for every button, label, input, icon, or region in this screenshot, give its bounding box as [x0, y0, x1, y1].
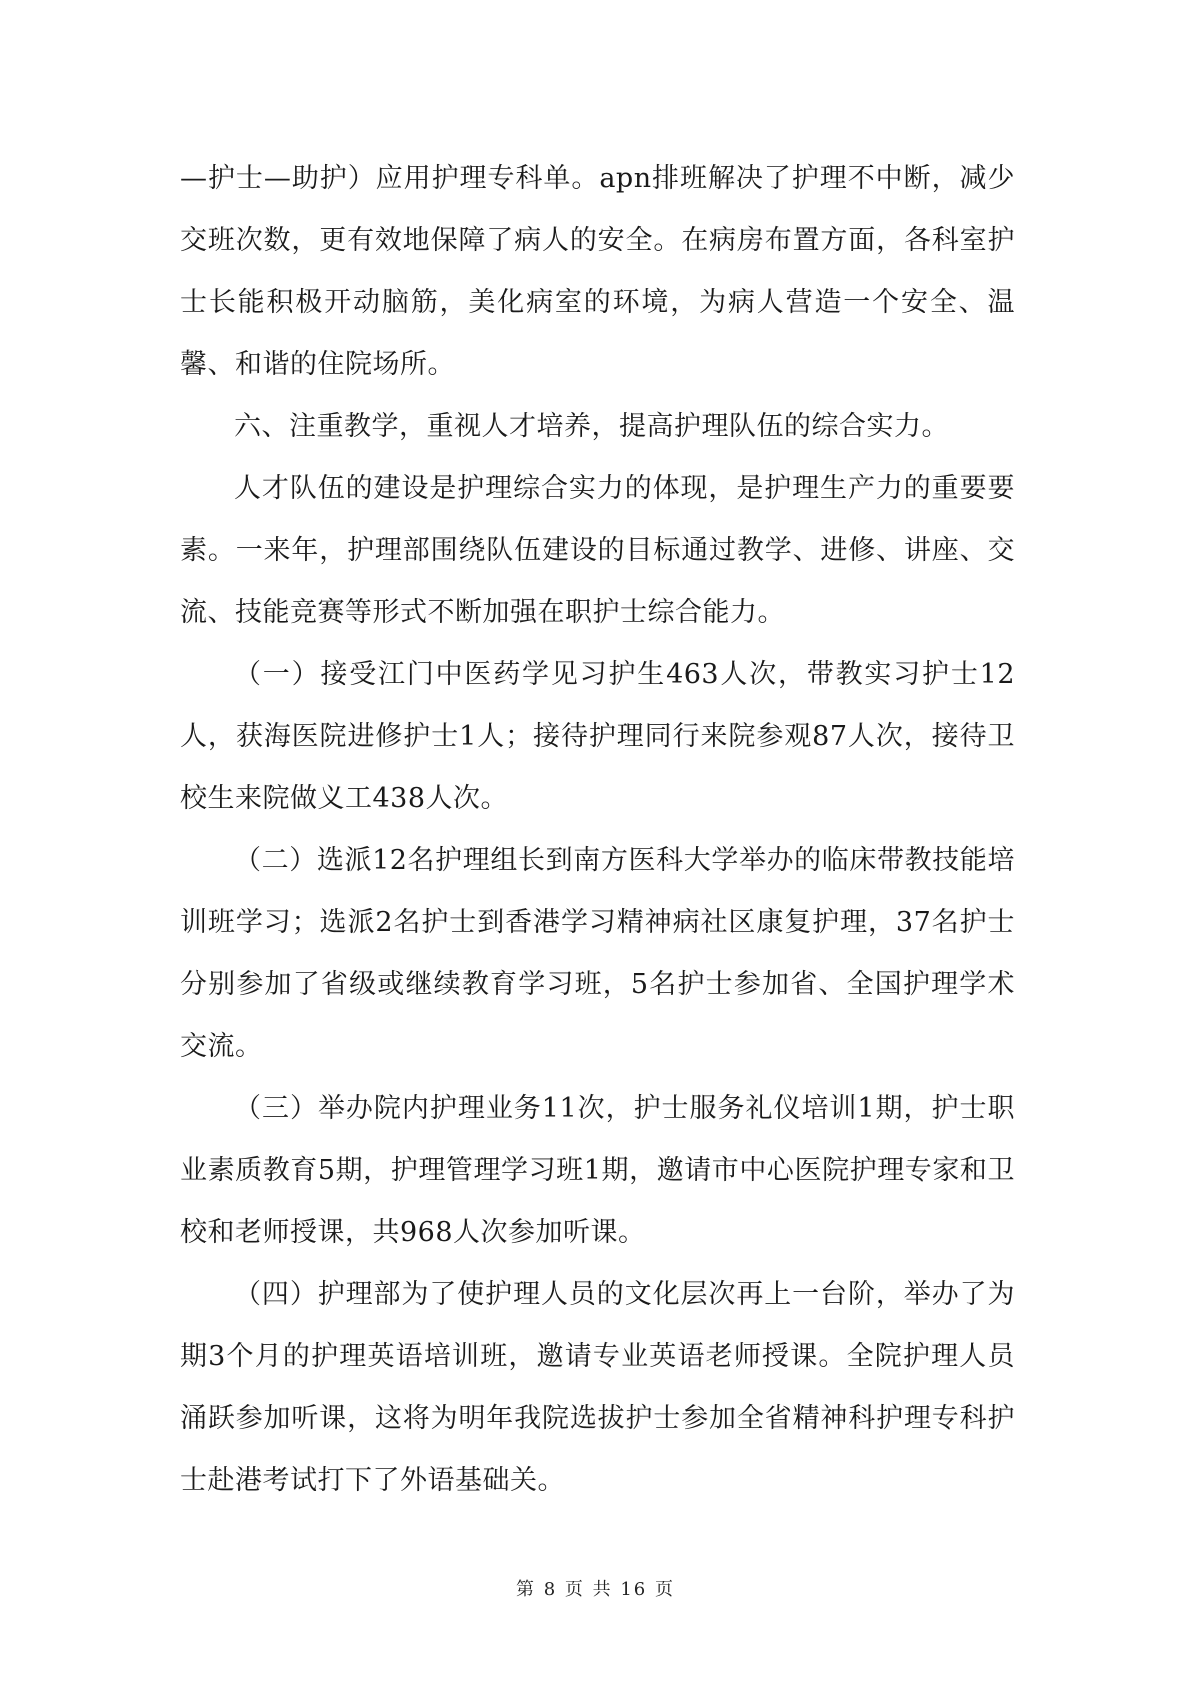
- paragraph-talent-team: 人才队伍的建设是护理综合实力的体现，是护理生产力的重要要素。一来年，护理部围绕队伍建设的目标通过教学、进修、讲座、交流、技能竞赛等形式不断加强在职护士综合能力。: [180, 473, 1015, 628]
- paragraph-item-one: （一）接受江门中医药学见习护生463人次，带教实习护士12人，获海医院进修护士1人；接待护理同行来院参观87人次，接待卫校生来院做义工438人次。: [180, 659, 1015, 814]
- page-number-footer: 第 8 页 共 16 页: [516, 1579, 675, 1600]
- paragraph-item-four: （四）护理部为了使护理人员的文化层次再上一台阶，举办了为期3个月的护理英语培训班，邀请专业英语老师授课。全院护理人员涌跃参加听课，这将为明年我院选拔护士参加全省精神科护理专科护士赴港考试打下了外语基础关。: [180, 1279, 1015, 1496]
- document-body: [180, 148, 1015, 1512]
- section-heading-six: 六、注重教学，重视人才培养，提高护理队伍的综合实力。: [234, 411, 949, 442]
- paragraph-item-three: （三）举办院内护理业务11次，护士服务礼仪培训1期，护士职业素质教育5期，护理管理学习班1期，邀请市中心医院护理专家和卫校和老师授课，共968人次参加听课。: [180, 1093, 1015, 1248]
- paragraph-continuation: —护士—助护）应用护理专科单。apn排班解决了护理不中断，减少交班次数，更有效地保障了病人的安全。在病房布置方面，各科室护士长能积极开动脑筋，美化病室的环境，为病人营造一个安全、温馨、和谐的住院场所。: [180, 163, 1015, 380]
- paragraph-item-two: （二）选派12名护理组长到南方医科大学举办的临床带教技能培训班学习；选派2名护士到香港学习精神病社区康复护理，37名护士分别参加了省级或继续教育学习班，5名护士参加省、全国护理学术交流。: [180, 845, 1015, 1062]
